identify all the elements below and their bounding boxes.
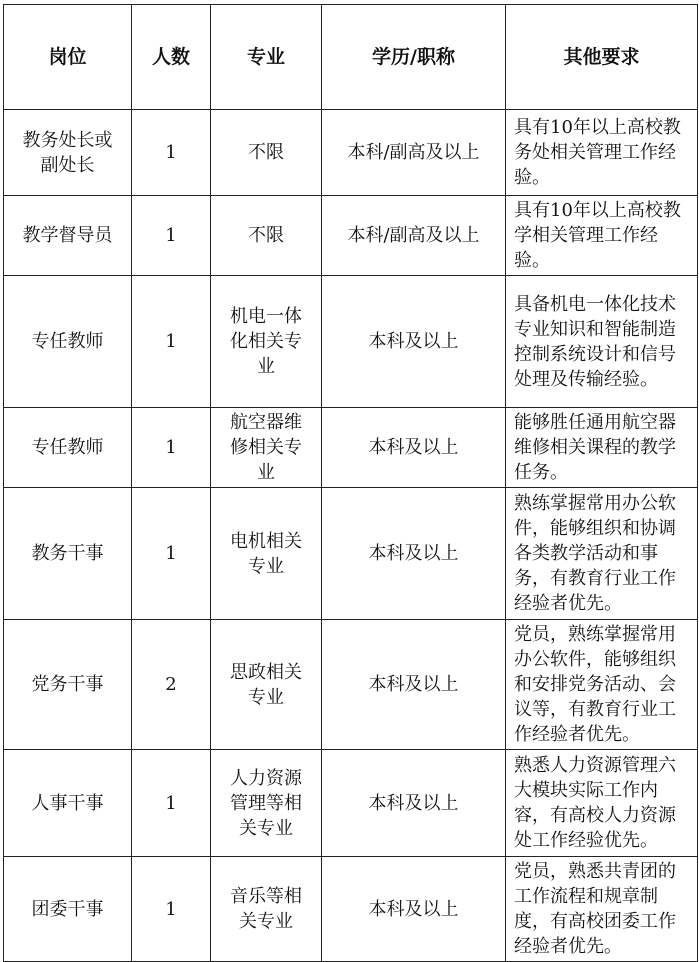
cell-position: 教务处长或副处长: [4, 110, 132, 196]
cell-count: 1: [132, 408, 211, 488]
cell-education: 本科及以上: [322, 620, 506, 750]
cell-position: 团委干事: [4, 857, 132, 962]
cell-position: 党务干事: [4, 620, 132, 750]
cell-major: 电机相关专业: [211, 488, 322, 620]
cell-position: 人事干事: [4, 750, 132, 857]
recruitment-table: [3, 4, 698, 962]
table-row: [4, 196, 698, 276]
cell-major: 机电一体化相关专业: [211, 276, 322, 408]
cell-education: 本科及以上: [322, 750, 506, 857]
cell-requirement: 具有10年以上高校教务处相关管理工作经验。: [506, 110, 698, 196]
cell-major: 航空器维修相关专业: [211, 408, 322, 488]
table-row: [4, 488, 698, 620]
cell-major: 不限: [211, 110, 322, 196]
cell-count: 1: [132, 110, 211, 196]
cell-requirement: 能够胜任通用航空器维修相关课程的教学任务。: [506, 408, 698, 488]
table-header-row: [4, 5, 698, 110]
cell-education: 本科及以上: [322, 276, 506, 408]
table-row: [4, 110, 698, 196]
header-education: 学历/职称: [322, 5, 506, 110]
cell-requirement: 党员，熟练掌握常用办公软件，能够组织和安排党务活动、会议等，有教育行业工作经验者优先。: [506, 620, 698, 750]
header-position: 岗位: [4, 5, 132, 110]
cell-count: 1: [132, 857, 211, 962]
cell-count: 2: [132, 620, 211, 750]
cell-requirement: 熟悉人力资源管理六大模块实际工作内容，有高校人力资源处工作经验优先。: [506, 750, 698, 857]
header-count: 人数: [132, 5, 211, 110]
header-major: 专业: [211, 5, 322, 110]
cell-requirement: 党员，熟悉共青团的工作流程和规章制度，有高校团委工作经验者优先。: [506, 857, 698, 962]
cell-requirement: 熟练掌握常用办公软件，能够组织和协调各类教学活动和事务，有教育行业工作经验者优先。: [506, 488, 698, 620]
cell-count: 1: [132, 196, 211, 276]
cell-education: 本科及以上: [322, 408, 506, 488]
table-row: [4, 408, 698, 488]
cell-requirement: 具备机电一体化技术专业知识和智能制造控制系统设计和信号处理及传输经验。: [506, 276, 698, 408]
cell-major: 不限: [211, 196, 322, 276]
cell-position: 专任教师: [4, 276, 132, 408]
table-row: [4, 857, 698, 962]
cell-major: 人力资源管理等相关专业: [211, 750, 322, 857]
cell-count: 1: [132, 276, 211, 408]
table-row: [4, 276, 698, 408]
cell-count: 1: [132, 750, 211, 857]
cell-position: 教务干事: [4, 488, 132, 620]
cell-major: 音乐等相关专业: [211, 857, 322, 962]
cell-education: 本科/副高及以上: [322, 110, 506, 196]
cell-education: 本科及以上: [322, 857, 506, 962]
table-row: [4, 750, 698, 857]
cell-education: 本科及以上: [322, 488, 506, 620]
cell-requirement: 具有10年以上高校教学相关管理工作经验。: [506, 196, 698, 276]
cell-education: 本科/副高及以上: [322, 196, 506, 276]
cell-major: 思政相关专业: [211, 620, 322, 750]
table-row: [4, 620, 698, 750]
header-requirement: 其他要求: [506, 5, 698, 110]
cell-position: 专任教师: [4, 408, 132, 488]
cell-position: 教学督导员: [4, 196, 132, 276]
cell-count: 1: [132, 488, 211, 620]
